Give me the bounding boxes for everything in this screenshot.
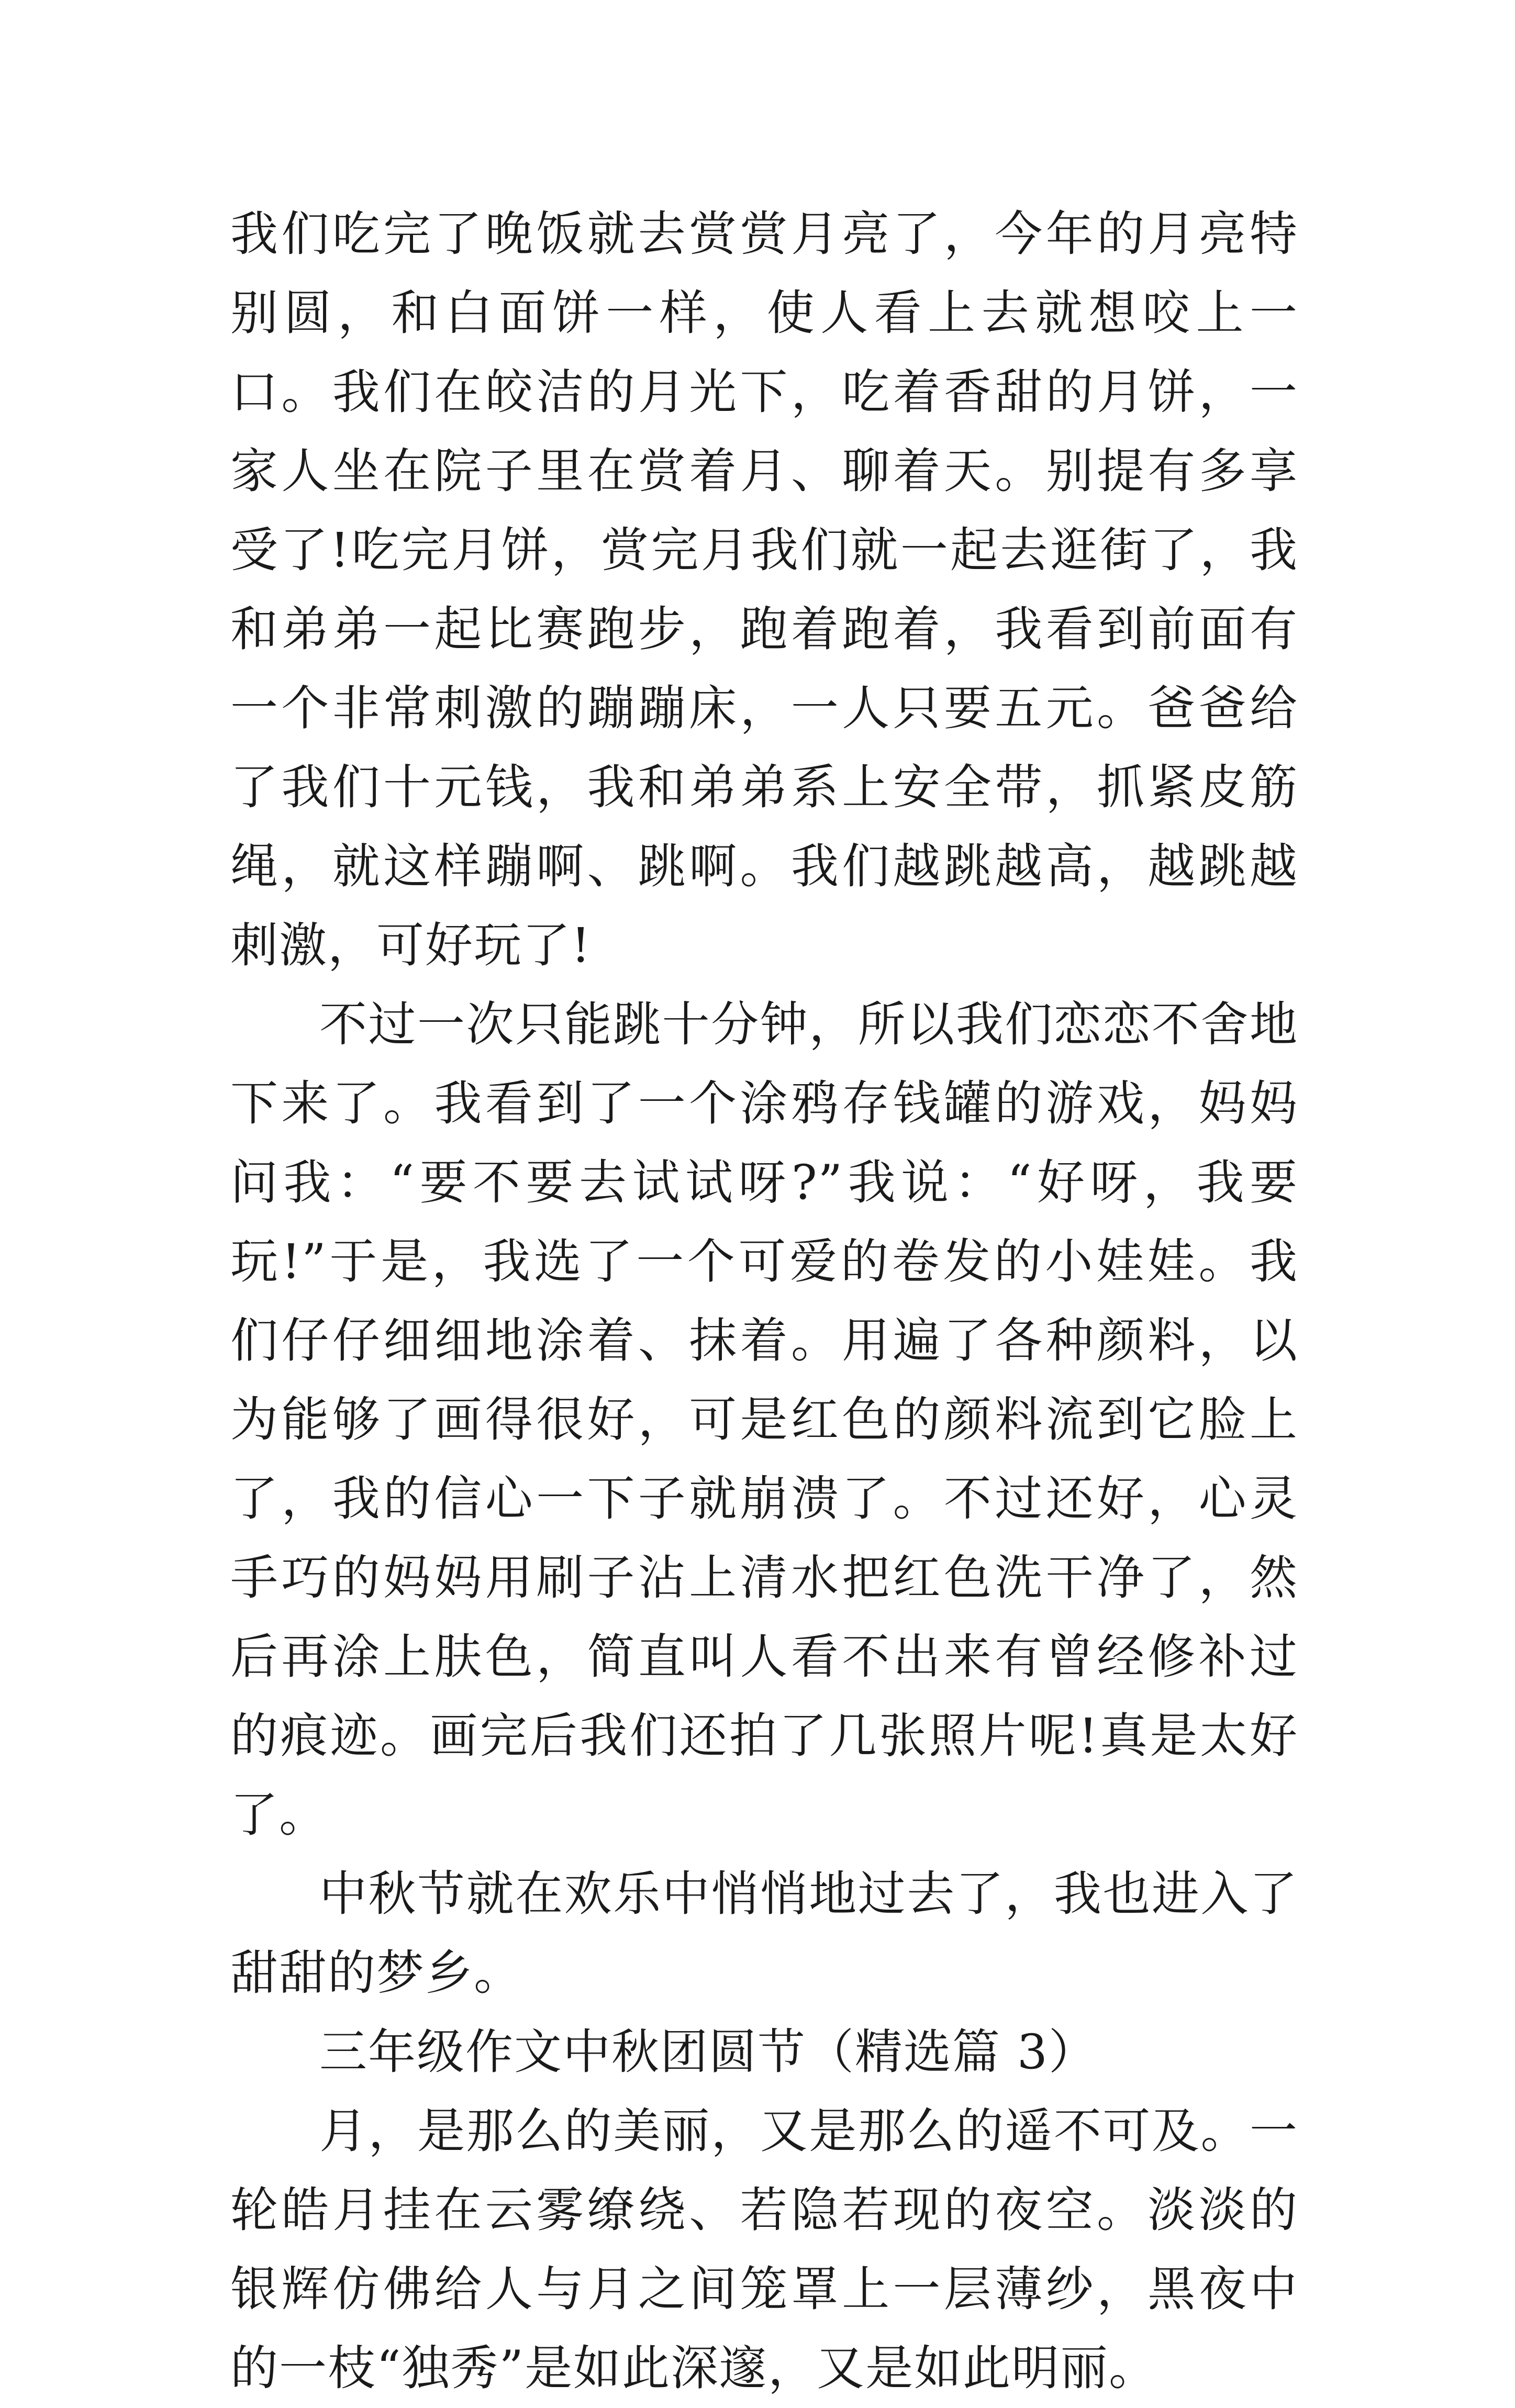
section-heading: 三年级作文中秋团圆节（精选篇 3） bbox=[319, 2025, 1097, 2080]
paragraph-1: 我们吃完了晚饭就去赏赏月亮了，今年的月亮特别圆，和白面饼一样，使人看上去就想咬上一口。我们在皎洁的月光下，吃着香甜的月饼，一家人坐在院子里在赏着月、聊着天。别提有多享受了!吃完月饼，赏完月我们就一起去逛街了，我和弟弟一起比赛跑步，跑着跑着，我看到前面有一个非常刺激的蹦蹦床，一人只要五元。爸爸给了我们十元钱，我和弟弟系上安全带，抓紧皮筋绳，就这样蹦啊、跳啊。我们越跳越高，越跳越刺激，可好玩了! bbox=[230, 207, 1298, 973]
document-body bbox=[230, 195, 1298, 2408]
paragraph-2: 不过一次只能跳十分钟，所以我们恋恋不舍地下来了。我看到了一个涂鸦存钱罐的游戏，妈妈问我：“要不要去试试呀?”我说：“好呀，我要玩!”于是，我选了一个可爱的卷发的小娃娃。我们仔仔细细地涂着、抹着。用遍了各种颜料，以为能够了画得很好，可是红色的颜料流到它脸上了，我的信心一下子就崩溃了。不过还好，心灵手巧的妈妈用刷子沾上清水把红色洗干净了，然后再涂上肤色，简直叫人看不出来有曾经修补过的痕迹。画完后我们还拍了几张照片呢!真是太好了。 bbox=[230, 997, 1298, 1843]
paragraph-3: 中秋节就在欢乐中悄悄地过去了，我也进入了甜甜的梦乡。 bbox=[230, 1867, 1298, 2001]
paragraph-4: 月，是那么的美丽，又是那么的遥不可及。一轮皓月挂在云雾缭绕、若隐若现的夜空。淡淡的银辉仿佛给人与月之间笼罩上一层薄纱，黑夜中的一枝“独秀”是如此深邃，又是如此明丽。 bbox=[230, 2104, 1298, 2396]
